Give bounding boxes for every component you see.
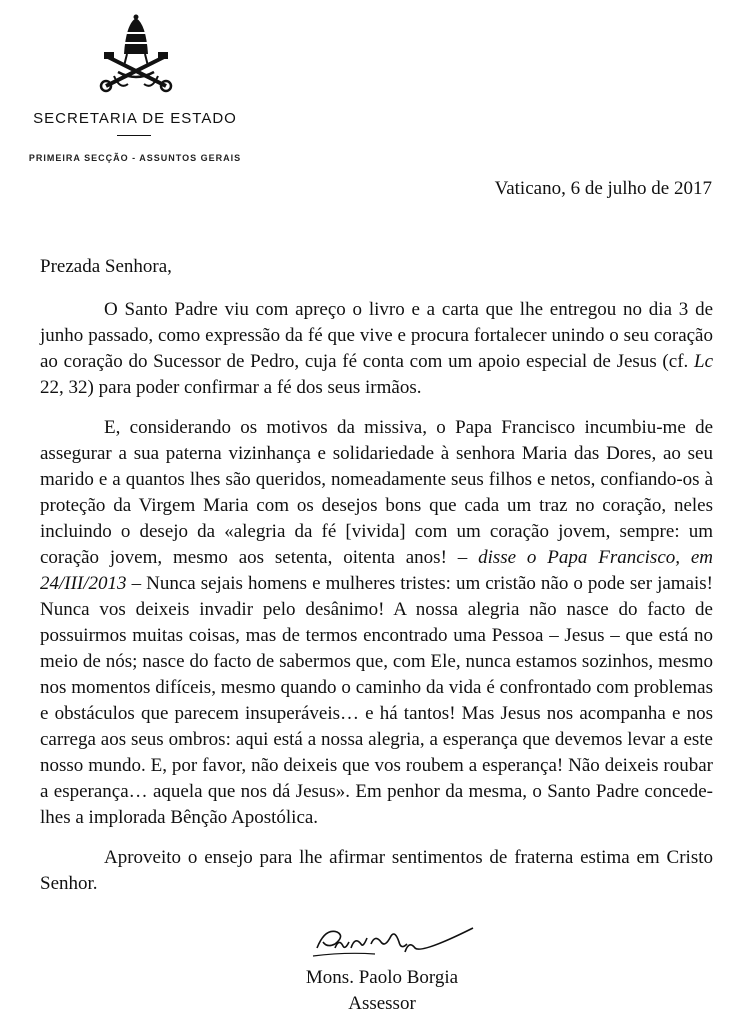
papal-keys-tiara-icon xyxy=(94,14,178,94)
paragraph-3: Aproveito o ensejo para lhe afirmar sentimentos de fraterna estima em Cristo Senhor. xyxy=(40,847,713,894)
handwritten-signature xyxy=(305,918,475,968)
signer-title: Assessor xyxy=(348,993,416,1014)
letter-body xyxy=(40,297,713,911)
section-name: PRIMEIRA SECÇÃO - ASSUNTOS GERAIS xyxy=(28,153,242,163)
paragraph-2: E, considerando os motivos da missiva, o Papa Francisco incumbiu-me de assegurar a sua paterna vizinhança e solidariedade à senhora Maria das Dores, ao seu marido e a quantos lhes são queridos, nomeadamente seus filhos e netos, confiando-os à proteção da Virgem Maria com os desejos bons que cada um traz no coração, neles incluindo o desejo da «alegria da fé [vivida] com um coração jovem, sempre: um coração jovem, mesmo aos setenta, oitenta anos! – disse o Papa Francisco, em 24/III/2013 – Nunca sejais homens e mulheres tristes: um cristão não o pode ser jamais! Nunca vos deixeis invadir pelo desânimo! A nossa alegria não nasce do facto de possuirmos muitas coisas, mas de termos encontrado uma Pessoa – Jesus – que está no meio de nós; nasce do facto de sabermos que, com Ele, nunca estamos sozinhos, mesmo nos momentos difíceis, mesmo quando o caminho da vida é confrontado com problemas e obstáculos que parecem insuperáveis… e há tantos! Mas Jesus nos acompanha e nos carrega aos seus ombros: aqui está a nossa alegria, a esperança que devemos levar a este nosso mundo. E, por favor, não deixeis que vos roubem a esperança! Não deixeis roubar a esperança… aquela que nos dá Jesus». Em penhor da mesma, o Santo Padre concede-lhes a implorada Bênção Apostólica. xyxy=(40,417,713,828)
signer-name: Mons. Paolo Borgia xyxy=(305,967,459,988)
office-name: SECRETARIA DE ESTADO xyxy=(33,110,237,127)
paragraph-1: O Santo Padre viu com apreço o livro e a carta que lhe entregou no dia 3 de junho passado, como expressão da fé que vive e procura fortalecer unindo o seu coração ao coração do Sucessor de Pedro, cuja fé conta com um apoio especial de Jesus (cf. Lc 22, 32) para poder confirmar a fé dos seus irmãos. xyxy=(40,299,713,398)
letterhead-rule xyxy=(117,135,151,136)
salutation: Prezada Senhora, xyxy=(40,256,172,277)
letter-date: Vaticano, 6 de julho de 2017 xyxy=(494,178,712,199)
